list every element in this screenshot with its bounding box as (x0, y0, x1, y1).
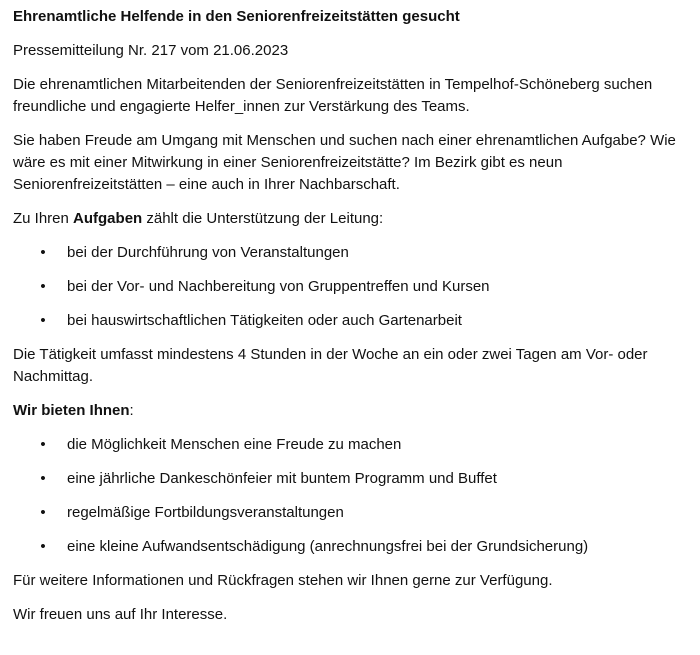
offers-list (13, 434, 686, 558)
tasks-intro-prefix: Zu Ihren (13, 210, 74, 227)
question-paragraph: Sie haben Freude am Umgang mit Menschen und suchen nach einer ehrenamtlichen Aufgabe? Wie wäre es mit einer Mitwirkung in einer Seniorenfreizeitstätte? Im Bezirk gibt es neun Seniorenfreizeitstätten – eine auch in Ihrer Nachbarschaft. (13, 132, 676, 193)
list-item (13, 502, 686, 524)
bullet-icon: • (40, 470, 46, 487)
tasks-list (13, 242, 686, 332)
bullet-icon: • (40, 244, 46, 261)
closing-paragraph: Wir freuen uns auf Ihr Interesse. (13, 606, 228, 623)
offer-intro (13, 400, 686, 422)
tasks-intro-bold: Aufgaben (73, 210, 143, 227)
list-item-text: bei der Vor- und Nachbereitung von Gruppentreffen und Kursen (67, 278, 490, 295)
list-item (13, 276, 686, 298)
intro-paragraph: Die ehrenamtlichen Mitarbeitenden der Seniorenfreizeitstätten in Tempelhof-Schöneberg suchen freundliche und engagierte Helfer_innen zur Verstärkung des Teams. (13, 76, 653, 115)
list-item-text: bei der Durchführung von Veranstaltungen (67, 244, 349, 261)
bullet-icon: • (40, 436, 46, 453)
bullet-icon: • (40, 504, 46, 521)
list-item (13, 536, 686, 558)
list-item (13, 310, 686, 332)
list-item (13, 242, 686, 264)
list-item-text: die Möglichkeit Menschen eine Freude zu machen (67, 436, 402, 453)
contact-paragraph: Für weitere Informationen und Rückfragen stehen wir Ihnen gerne zur Verfügung. (13, 572, 553, 589)
document-title: Ehrenamtliche Helfende in den Seniorenfreizeitstätten gesucht (13, 8, 460, 25)
bullet-icon: • (40, 278, 46, 295)
list-item-text: bei hauswirtschaftlichen Tätigkeiten oder auch Gartenarbeit (67, 312, 462, 329)
list-item (13, 434, 686, 456)
list-item-text: eine kleine Aufwandsentschädigung (anrechnungsfrei bei der Grundsicherung) (67, 538, 589, 555)
press-release-line: Pressemitteilung Nr. 217 vom 21.06.2023 (13, 42, 289, 59)
offer-intro-bold: Wir bieten Ihnen (13, 402, 130, 419)
time-commitment-paragraph: Die Tätigkeit umfasst mindestens 4 Stunden in der Woche an ein oder zwei Tagen am Vor- oder Nachmittag. (13, 346, 648, 385)
tasks-intro-suffix: zählt die Unterstützung der Leitung: (142, 210, 384, 227)
offer-intro-suffix: : (129, 402, 134, 419)
tasks-intro (13, 208, 686, 230)
bullet-icon: • (40, 312, 46, 329)
bullet-icon: • (40, 538, 46, 555)
list-item-text: eine jährliche Dankeschönfeier mit buntem Programm und Buffet (67, 470, 497, 487)
list-item-text: regelmäßige Fortbildungsveranstaltungen (67, 504, 344, 521)
list-item (13, 468, 686, 490)
